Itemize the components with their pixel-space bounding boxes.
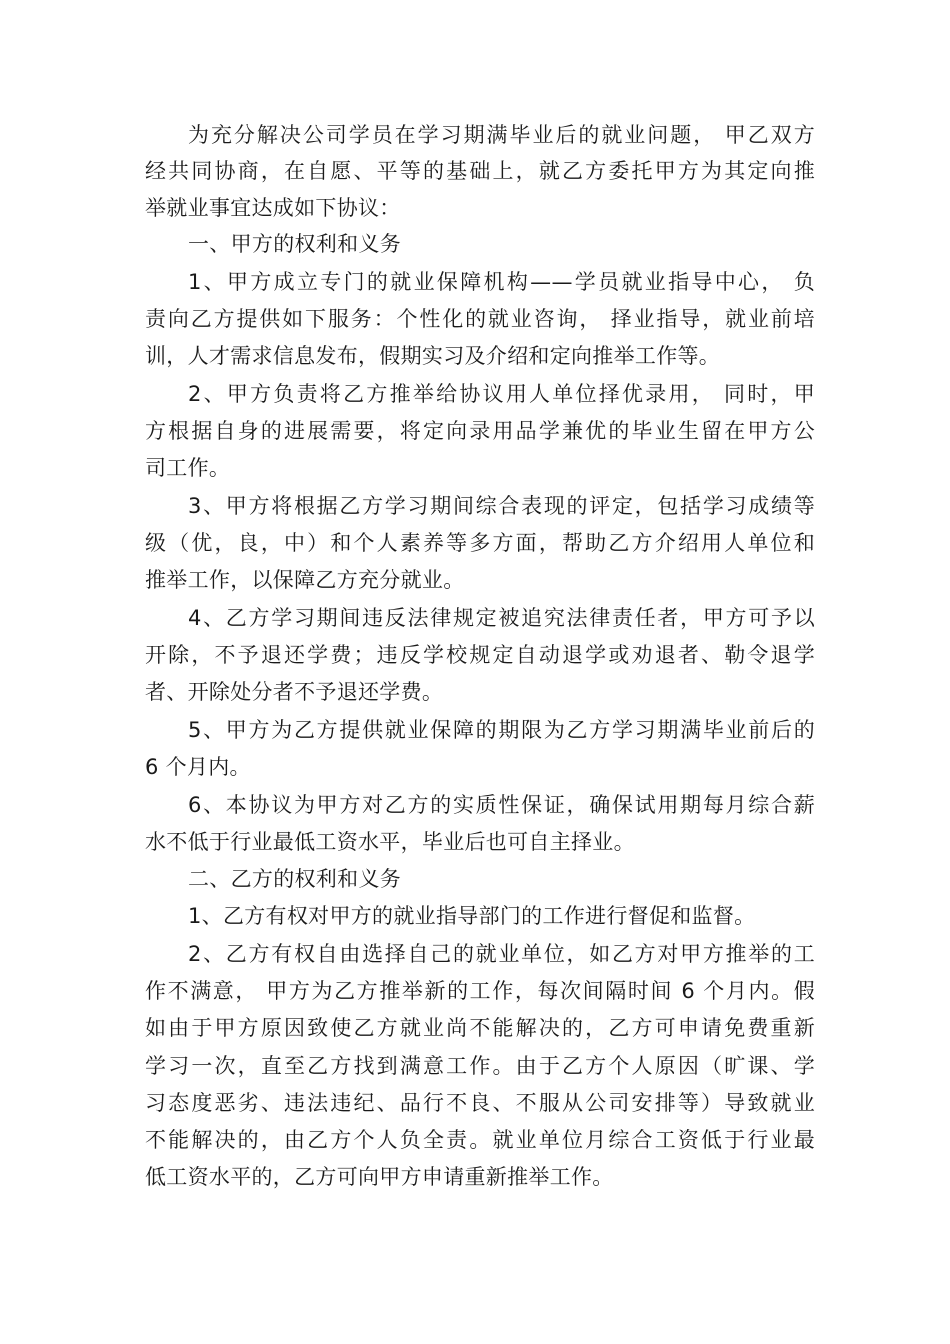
clause-a5-line-2: 6 个月内。 — [145, 755, 251, 779]
clause-a6-line-2: 水不低于行业最低工资水平，毕业后也可自主择业。 — [145, 830, 635, 854]
clause-a2-line-3: 司工作。 — [145, 456, 231, 480]
clause-b2-line-2: 作不满意， 甲方为乙方推举新的工作，每次间隔时间 6 个月内。假 — [145, 979, 815, 1003]
section-heading-party-b: 二、乙方的权利和义务 — [188, 867, 401, 891]
clause-a4-line-3: 者、开除处分者不予退还学费。 — [145, 680, 444, 704]
section-heading-party-a: 一、甲方的权利和义务 — [188, 232, 401, 256]
clause-b2-line-1: 2、乙方有权自由选择自己的就业单位，如乙方对甲方推举的工 — [188, 942, 815, 966]
clause-b2-line-7: 低工资水平的，乙方可向甲方申请重新推举工作。 — [145, 1165, 614, 1189]
clause-a5-line-1: 5、甲方为乙方提供就业保障的期限为乙方学习期满毕业前后的 — [188, 718, 815, 742]
clause-a3-line-2: 级（优，良，中）和个人素养等多方面，帮助乙方介绍用人单位和 — [145, 531, 815, 555]
intro-line-1: 为充分解决公司学员在学习期满毕业后的就业问题， 甲乙双方 — [188, 123, 815, 147]
clause-a1-line-1: 1、甲方成立专门的就业保障机构——学员就业指导中心， 负 — [188, 270, 815, 294]
clause-a1-line-2: 责向乙方提供如下服务：个性化的就业咨询， 择业指导，就业前培 — [145, 307, 815, 331]
intro-line-2: 经共同协商，在自愿、平等的基础上，就乙方委托甲方为其定向推 — [145, 159, 815, 183]
clause-b2-line-5: 习态度恶劣、违法违纪、品行不良、不服从公司安排等）导致就业 — [145, 1091, 815, 1115]
clause-b2-line-6: 不能解决的，由乙方个人负全责。就业单位月综合工资低于行业最 — [145, 1128, 815, 1152]
clause-b2-line-3: 如由于甲方原因致使乙方就业尚不能解决的，乙方可申请免费重新 — [145, 1016, 815, 1040]
clause-a2-line-2: 方根据自身的进展需要，将定向录用品学兼优的毕业生留在甲方公 — [145, 419, 815, 443]
clause-b1-line-1: 1、乙方有权对甲方的就业指导部门的工作进行督促和监督。 — [188, 904, 756, 928]
intro-line-3: 举就业事宜达成如下协议： — [145, 196, 401, 220]
clause-a3-line-1: 3、甲方将根据乙方学习期间综合表现的评定，包括学习成绩等 — [188, 494, 815, 518]
clause-a3-line-3: 推举工作，以保障乙方充分就业。 — [145, 568, 465, 592]
clause-a6-line-1: 6、本协议为甲方对乙方的实质性保证，确保试用期每月综合薪 — [188, 793, 815, 817]
clause-a4-line-2: 开除，不予退还学费；违反学校规定自动退学或劝退者、勒令退学 — [145, 643, 815, 667]
clause-a1-line-3: 训，人才需求信息发布，假期实习及介绍和定向推举工作等。 — [145, 344, 721, 368]
clause-b2-line-4: 学习一次，直至乙方找到满意工作。由于乙方个人原因（旷课、学 — [145, 1054, 815, 1078]
clause-a2-line-1: 2、甲方负责将乙方推举给协议用人单位择优录用， 同时，甲 — [188, 382, 815, 406]
clause-a4-line-1: 4、乙方学习期间违反法律规定被追究法律责任者，甲方可予以 — [188, 606, 815, 630]
